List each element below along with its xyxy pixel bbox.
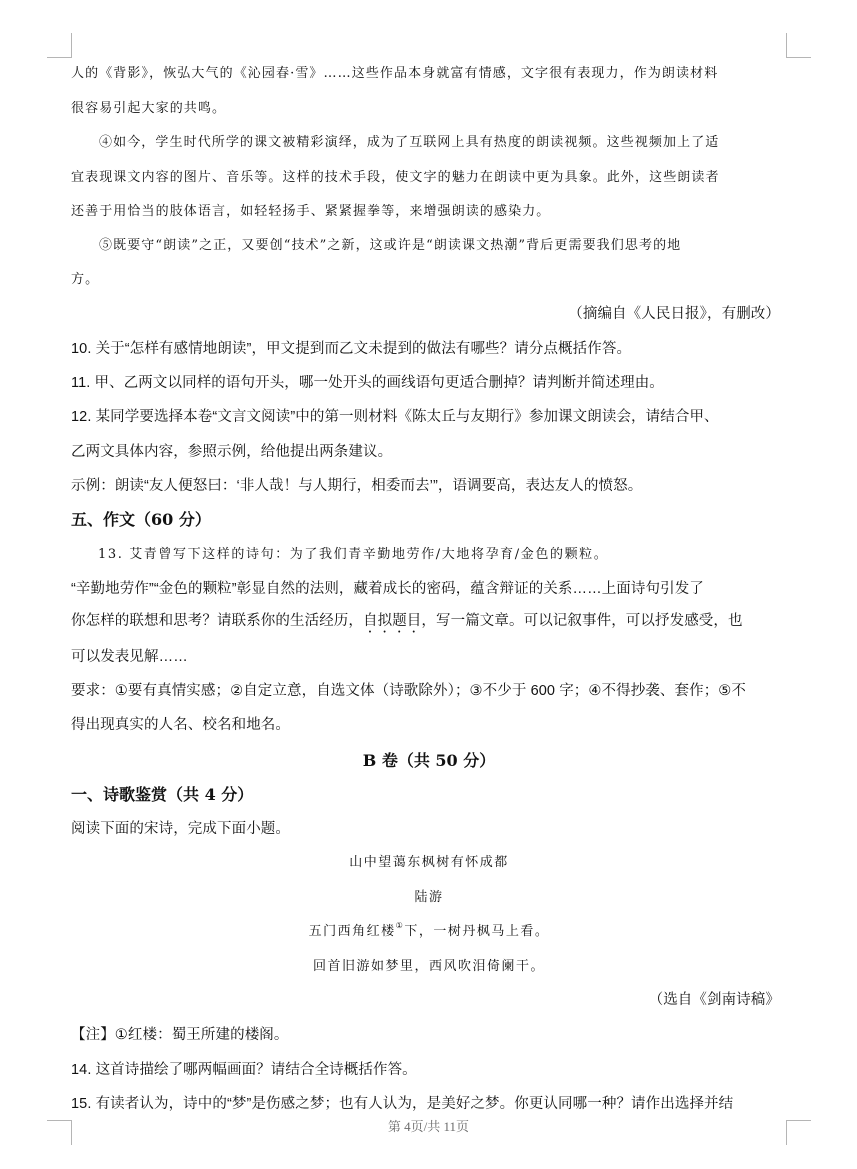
example-text: 示例：朗读“友人便怒曰：‘非人哉！与人期行，相委而去’”，语调要高，表达友人的愤怒。	[71, 478, 643, 494]
question-13-line-1: 13. 艾青曾写下这样的诗句：为了我们青辛勤地劳作/大地将孕育/金色的颗粒。	[98, 547, 609, 562]
poem-line-1-post: 下，一树丹枫马上看。	[404, 924, 550, 939]
page-footer: 第 4页/共 11页	[387, 1119, 470, 1134]
q13-text-pre: 你怎样的联想和思考？请联系你的生活经历，	[71, 613, 363, 629]
question-13-line-3	[71, 611, 787, 636]
question-11: 11. 甲、乙两文以同样的语句开头，哪一处开头的画线语句更适合删掉？请判断并简述理由。	[71, 375, 664, 391]
poem-title: 山中望蔼东枫树有怀成都	[349, 855, 509, 870]
poem-line-2: 回首旧游如梦里，西风吹泪倚阑干。	[312, 959, 545, 974]
paragraph-4-line-2: 宜表现课文内容的图片、音乐等。这样的技术手段，使文字的魅力在朗读中更为具象。此外，这些朗读者	[71, 170, 720, 185]
paragraph-5-line-1: ⑤既要守“朗读”之正，又要创“技术”之新，这或许是“朗读课文热潮”背后更需要我们思考的地	[99, 238, 682, 253]
paragraph-4-line-3: 还善于用恰当的肢体语言，如轻轻扬手、紧紧握拳等，来增强朗读的感染力。	[71, 204, 551, 219]
question-14: 14. 这首诗描绘了哪两幅画面？请结合全诗概括作答。	[71, 1062, 417, 1078]
question-13-line-4: 可以发表见解……	[71, 649, 188, 665]
poem-line-1-pre: 五门西角红楼	[308, 924, 396, 939]
source-citation: （摘编自《人民日报》，有删改）	[568, 306, 780, 322]
q13-emphasis-title: 自拟题目	[363, 613, 422, 629]
requirements-line-2: 得出现真实的人名、校名和地名。	[71, 717, 290, 733]
paragraph-4-line-1: ④如今，学生时代所学的课文被精彩演绎，成为了互联网上具有热度的朗读视频。这些视频加上了适	[99, 135, 720, 150]
crop-mark-top-right	[786, 33, 811, 58]
poem-line-1	[71, 922, 787, 942]
text-a-line-1: 人的《背影》，恢弘大气的《沁园春·雪》……这些作品本身就富有情感，文字很有表现力，作为朗读材料	[71, 66, 719, 81]
question-15: 15. 有读者认为，诗中的“梦”是伤感之梦；也有人认为，是美好之梦。你更认同哪一种？请作出选择并结	[71, 1096, 734, 1112]
question-10: 10. 关于“怎样有感情地朗读”，甲文提到而乙文未提到的做法有哪些？请分点概括作答。	[71, 341, 632, 357]
crop-mark-top-left	[47, 33, 72, 58]
text-a-line-2: 很容易引起大家的共鸣。	[71, 101, 227, 116]
reading-instruction: 阅读下面的宋诗，完成下面小题。	[71, 821, 290, 837]
q13-text-post: ，写一篇文章。可以记叙事件，可以抒发感受，也	[421, 613, 743, 629]
poetry-section-heading: 一、诗歌鉴赏（共 4 分）	[71, 785, 254, 804]
paragraph-5-line-2: 方。	[71, 272, 100, 287]
question-12-line-2: 乙两文具体内容，参照示例，给他提出两条建议。	[71, 444, 393, 460]
poem-source: （选自《剑南诗稿》	[648, 992, 780, 1008]
essay-heading: 五、作文（60 分）	[71, 510, 211, 529]
question-13-line-2: “辛勤地劳作”“金色的颗粒”彰显自然的法则，藏着成长的密码，蕴含辩证的关系……上面诗句引发了	[71, 581, 704, 597]
part-b-title: B 卷（共 50 分）	[362, 751, 496, 770]
requirements-line-1: 要求：①要有真情实感；②自定立意，自选文体（诗歌除外）；③不少于 600 字；④不得抄袭、套作；⑤不	[71, 683, 746, 699]
poem-note: 【注】①红楼：蜀王所建的楼阁。	[71, 1027, 289, 1043]
question-12-line-1: 12. 某同学要选择本卷“文言文阅读”中的第一则材料《陈太丘与友期行》参加课文朗读会，请结合甲、	[71, 409, 719, 425]
poem-author: 陆游	[414, 890, 444, 905]
footnote-marker: ①	[395, 921, 405, 930]
